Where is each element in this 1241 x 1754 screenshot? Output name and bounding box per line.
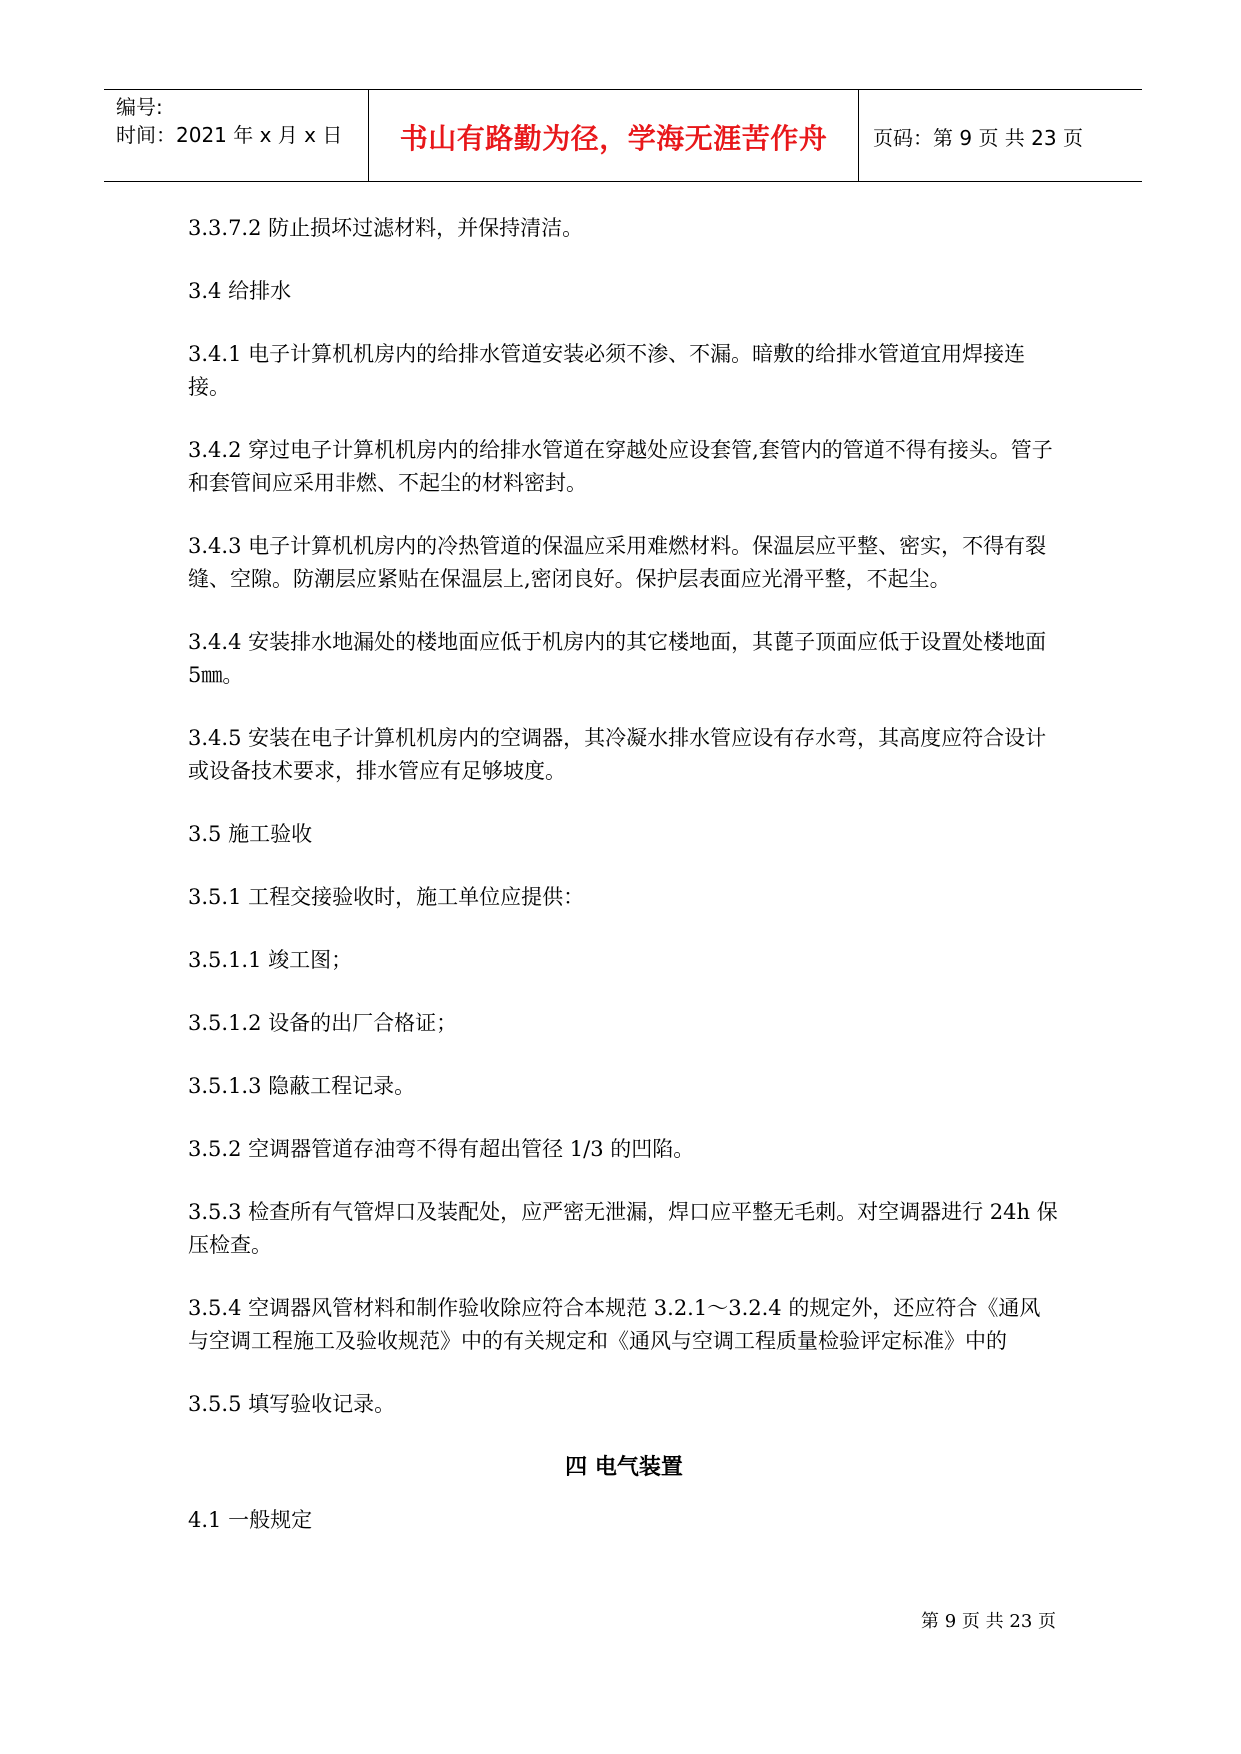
section-heading: 3.4 给排水 <box>188 279 292 303</box>
document-number-label: 编号: <box>116 95 163 119</box>
paragraph: 3.4.4 安装排水地漏处的楼地面应低于机房内的其它楼地面，其蓖子顶面应低于设置处楼地面 5㎜。 <box>188 630 1047 687</box>
list-item: 3.5.1.2 设备的出厂合格证； <box>188 1011 458 1035</box>
paragraph: 3.5.5 填写验收记录。 <box>188 1392 396 1416</box>
list-item: 3.5.1.1 竣工图； <box>188 948 353 972</box>
page-footer: 第 9 页 共 23 页 <box>921 1611 1056 1632</box>
paragraph: 3.5.2 空调器管道存油弯不得有超出管径 1/3 的凹陷。 <box>188 1137 695 1161</box>
paragraph: 3.4.2 穿过电子计算机机房内的给排水管道在穿越处应设套管,套管内的管道不得有接头。管子和套管间应采用非燃、不起尘的材料密封。 <box>188 438 1053 495</box>
paragraph: 3.5.4 空调器风管材料和制作验收除应符合本规范 3.2.1～3.2.4 的规定外，还应符合《通风与空调工程施工及验收规范》中的有关规定和《通风与空调工程质量检验评定标准》中的 <box>188 1296 1041 1353</box>
chapter-title: 四 电气装置 <box>565 1455 683 1480</box>
paragraph: 3.5.1 工程交接验收时，施工单位应提供： <box>188 885 585 909</box>
paragraph: 3.4.1 电子计算机机房内的给排水管道安装必须不渗、不漏。暗敷的给排水管道宜用焊接连接。 <box>188 342 1026 399</box>
list-item: 3.5.1.3 隐蔽工程记录。 <box>188 1074 416 1098</box>
header-page-info: 页码：第 9 页 共 23 页 <box>873 126 1083 150</box>
document-body <box>188 212 1060 1567</box>
paragraph: 3.4.3 电子计算机机房内的冷热管道的保温应采用难燃材料。保温层应平整、密实，不得有裂缝、空隙。防潮层应紧贴在保温层上,密闭良好。保护层表面应光滑平整，不起尘。 <box>188 534 1047 591</box>
paragraph: 3.4.5 安装在电子计算机机房内的空调器，其冷凝水排水管应设有存水弯，其高度应符合设计或设备技术要求，排水管应有足够坡度。 <box>188 726 1047 783</box>
page-header <box>104 89 1142 182</box>
section-heading: 4.1 一般规定 <box>188 1508 313 1532</box>
paragraph: 3.5.3 检查所有气管焊口及装配处，应严密无泄漏，焊口应平整无毛刺。对空调器进行 24h 保压检查。 <box>188 1200 1058 1257</box>
paragraph: 3.3.7.2 防止损坏过滤材料，并保持清洁。 <box>188 216 584 240</box>
section-heading: 3.5 施工验收 <box>188 822 313 846</box>
document-date: 时间：2021 年 x 月 x 日 <box>116 123 343 147</box>
header-meta <box>104 90 369 181</box>
header-motto: 书山有路勤为径，学海无涯苦作舟 <box>369 90 859 181</box>
